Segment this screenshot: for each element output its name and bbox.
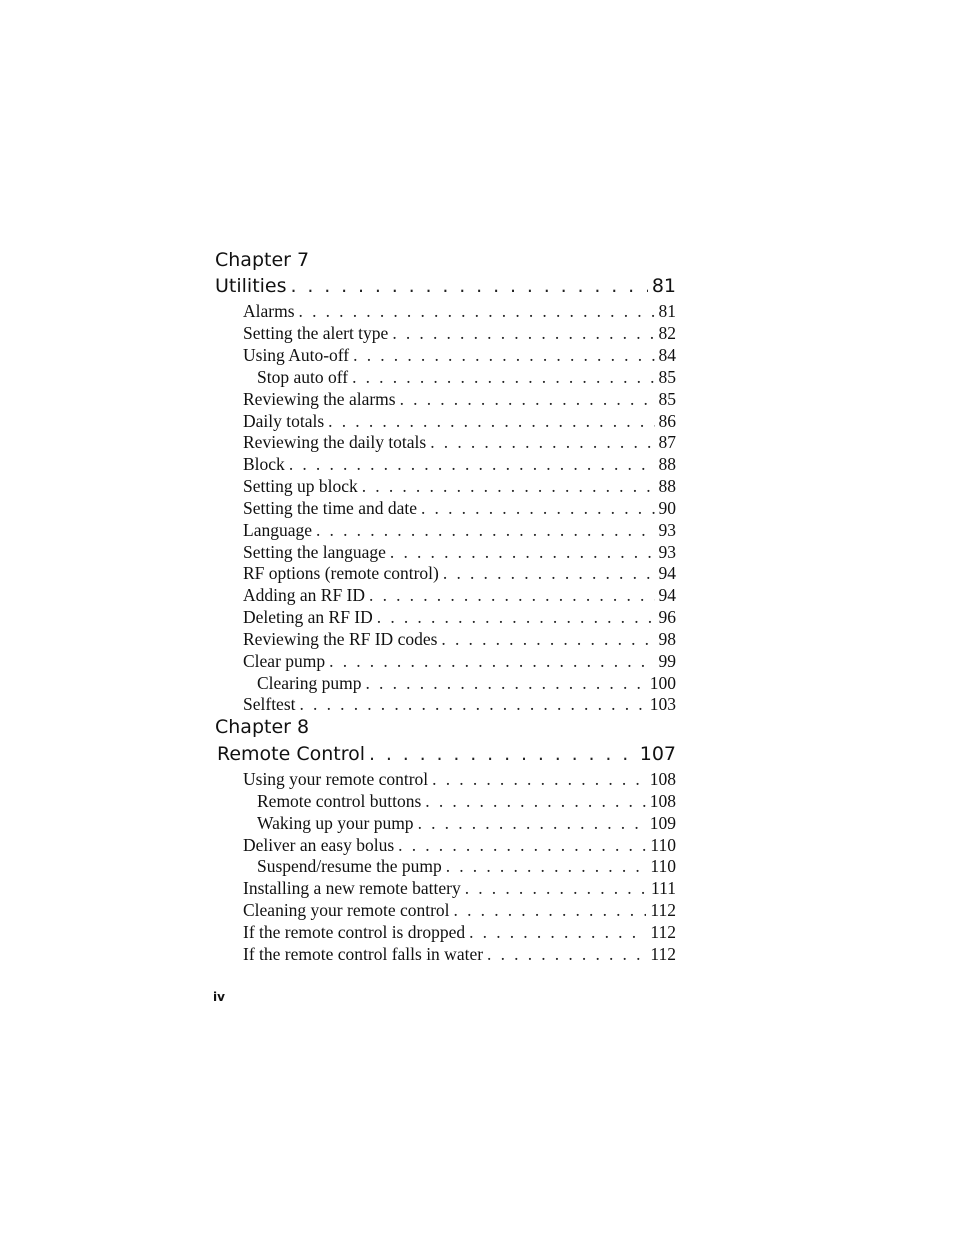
toc-entry[interactable] <box>243 834 676 856</box>
entry-label: Reviewing the RF ID codes <box>243 629 438 649</box>
dot-leader <box>390 541 655 563</box>
toc-entry[interactable] <box>243 344 676 366</box>
toc-subentry[interactable] <box>257 812 676 834</box>
entry-label: If the remote control is dropped <box>243 922 466 942</box>
entry-label: Setting the time and date <box>243 498 417 518</box>
dot-leader <box>366 672 646 694</box>
dot-leader <box>377 606 655 628</box>
entry-label: RF options (remote control) <box>243 563 439 583</box>
page-number: 81 <box>651 275 676 297</box>
entry-label: Stop auto off <box>257 367 349 387</box>
toc-entry[interactable] <box>243 497 676 519</box>
page-number: 103 <box>649 694 676 714</box>
toc-entry[interactable] <box>243 453 676 475</box>
entry-label: Setting the language <box>243 542 386 562</box>
toc-entry[interactable] <box>243 693 676 715</box>
dot-leader <box>316 519 655 541</box>
dot-leader <box>425 790 645 812</box>
page-number: 90 <box>658 498 676 518</box>
page-number: 112 <box>650 922 676 942</box>
dot-leader <box>421 497 655 519</box>
page-number: 82 <box>658 323 676 343</box>
dot-leader <box>362 475 655 497</box>
chapter-title-entry[interactable] <box>215 274 676 298</box>
entry-label: Reviewing the alarms <box>243 389 396 409</box>
page-number: 110 <box>650 856 676 876</box>
toc-entry[interactable] <box>243 562 676 584</box>
dot-leader <box>441 628 654 650</box>
entry-label: Remote control buttons <box>257 791 422 811</box>
toc-entry[interactable] <box>243 921 676 943</box>
page-number: 112 <box>650 944 676 964</box>
dot-leader <box>487 943 646 965</box>
toc-entry[interactable] <box>243 388 676 410</box>
toc-subentry[interactable] <box>257 855 676 877</box>
page-number: 93 <box>658 542 676 562</box>
entry-label: Adding an RF ID <box>243 585 366 605</box>
toc-entry[interactable] <box>243 475 676 497</box>
dot-leader <box>369 742 636 766</box>
dot-leader <box>418 812 646 834</box>
page-number: 108 <box>649 769 676 789</box>
page-number: 81 <box>658 301 676 321</box>
dot-leader <box>353 344 654 366</box>
entry-label: Cleaning your remote control <box>243 900 450 920</box>
page-number: 108 <box>649 791 676 811</box>
entry-label: Selftest <box>243 694 296 714</box>
dot-leader <box>469 921 646 943</box>
page-number: 112 <box>650 900 676 920</box>
entry-label: Deliver an easy bolus <box>243 835 395 855</box>
dot-leader <box>400 388 655 410</box>
dot-leader <box>329 650 654 672</box>
toc-entry[interactable] <box>243 650 676 672</box>
toc-entry[interactable] <box>243 584 676 606</box>
toc-entry[interactable] <box>243 431 676 453</box>
entry-label: Block <box>243 454 285 474</box>
toc-subentry[interactable] <box>257 790 676 812</box>
toc-entry[interactable] <box>243 628 676 650</box>
entry-label: Using your remote control <box>243 769 429 789</box>
entry-label: Using Auto-off <box>243 345 350 365</box>
entry-label: Installing a new remote battery <box>243 878 461 898</box>
entry-label: Suspend/resume the pump <box>257 856 442 876</box>
page-number: 85 <box>658 367 676 387</box>
page-number: 111 <box>651 878 676 898</box>
page-number: 88 <box>658 454 676 474</box>
entry-label: Waking up your pump <box>257 813 414 833</box>
dot-leader <box>465 877 647 899</box>
page-number: 107 <box>639 743 676 765</box>
chapter-title-entry[interactable] <box>217 742 676 766</box>
toc-entry[interactable] <box>243 410 676 432</box>
entry-label: Clear pump <box>243 651 326 671</box>
dot-leader <box>289 453 655 475</box>
chapter-heading: Chapter 8 <box>215 716 310 738</box>
toc-entry[interactable] <box>243 606 676 628</box>
page-number: 94 <box>658 585 676 605</box>
chapter-heading: Chapter 7 <box>215 249 310 271</box>
page-number: 109 <box>649 813 676 833</box>
entry-label: Setting up block <box>243 476 358 496</box>
dot-leader <box>291 274 648 298</box>
dot-leader <box>352 366 654 388</box>
dot-leader <box>328 410 654 432</box>
dot-leader <box>300 693 646 715</box>
dot-leader <box>392 322 654 344</box>
page-number: 110 <box>650 835 676 855</box>
dot-leader <box>443 562 655 584</box>
page-number: 88 <box>658 476 676 496</box>
toc-entry[interactable] <box>243 322 676 344</box>
toc-entry[interactable] <box>243 899 676 921</box>
page-number: 100 <box>649 673 676 693</box>
toc-entry[interactable] <box>243 300 676 322</box>
toc-entry[interactable] <box>243 877 676 899</box>
entry-label: Alarms <box>243 301 295 321</box>
page-number: 85 <box>658 389 676 409</box>
page-number: 94 <box>658 563 676 583</box>
page-number: 96 <box>658 607 676 627</box>
toc-subentry[interactable] <box>257 672 676 694</box>
toc-entry[interactable] <box>243 541 676 563</box>
page-number: 98 <box>658 629 676 649</box>
chapter-title: Utilities <box>215 275 287 297</box>
page-number: 84 <box>658 345 676 365</box>
page-number: 93 <box>658 520 676 540</box>
entry-label: Daily totals <box>243 411 325 431</box>
toc-subentry[interactable] <box>257 366 676 388</box>
toc-entry[interactable] <box>243 519 676 541</box>
page-folio: iv <box>213 990 225 1004</box>
dot-leader <box>454 899 647 921</box>
dot-leader <box>398 834 646 856</box>
chapter-title: Remote Control <box>217 743 366 765</box>
entry-label: Reviewing the daily totals <box>243 432 427 452</box>
dot-leader <box>369 584 654 606</box>
dot-leader <box>432 768 646 790</box>
page-number: 87 <box>658 432 676 452</box>
entry-label: Clearing pump <box>257 673 362 693</box>
dot-leader <box>430 431 654 453</box>
dot-leader <box>446 855 647 877</box>
toc-entry[interactable] <box>243 768 676 790</box>
entry-label: If the remote control falls in water <box>243 944 484 964</box>
dot-leader <box>299 300 655 322</box>
page-number: 99 <box>658 651 676 671</box>
entry-label: Setting the alert type <box>243 323 389 343</box>
entry-label: Language <box>243 520 312 540</box>
entry-label: Deleting an RF ID <box>243 607 373 627</box>
toc-entry[interactable] <box>243 943 676 965</box>
page-number: 86 <box>658 411 676 431</box>
